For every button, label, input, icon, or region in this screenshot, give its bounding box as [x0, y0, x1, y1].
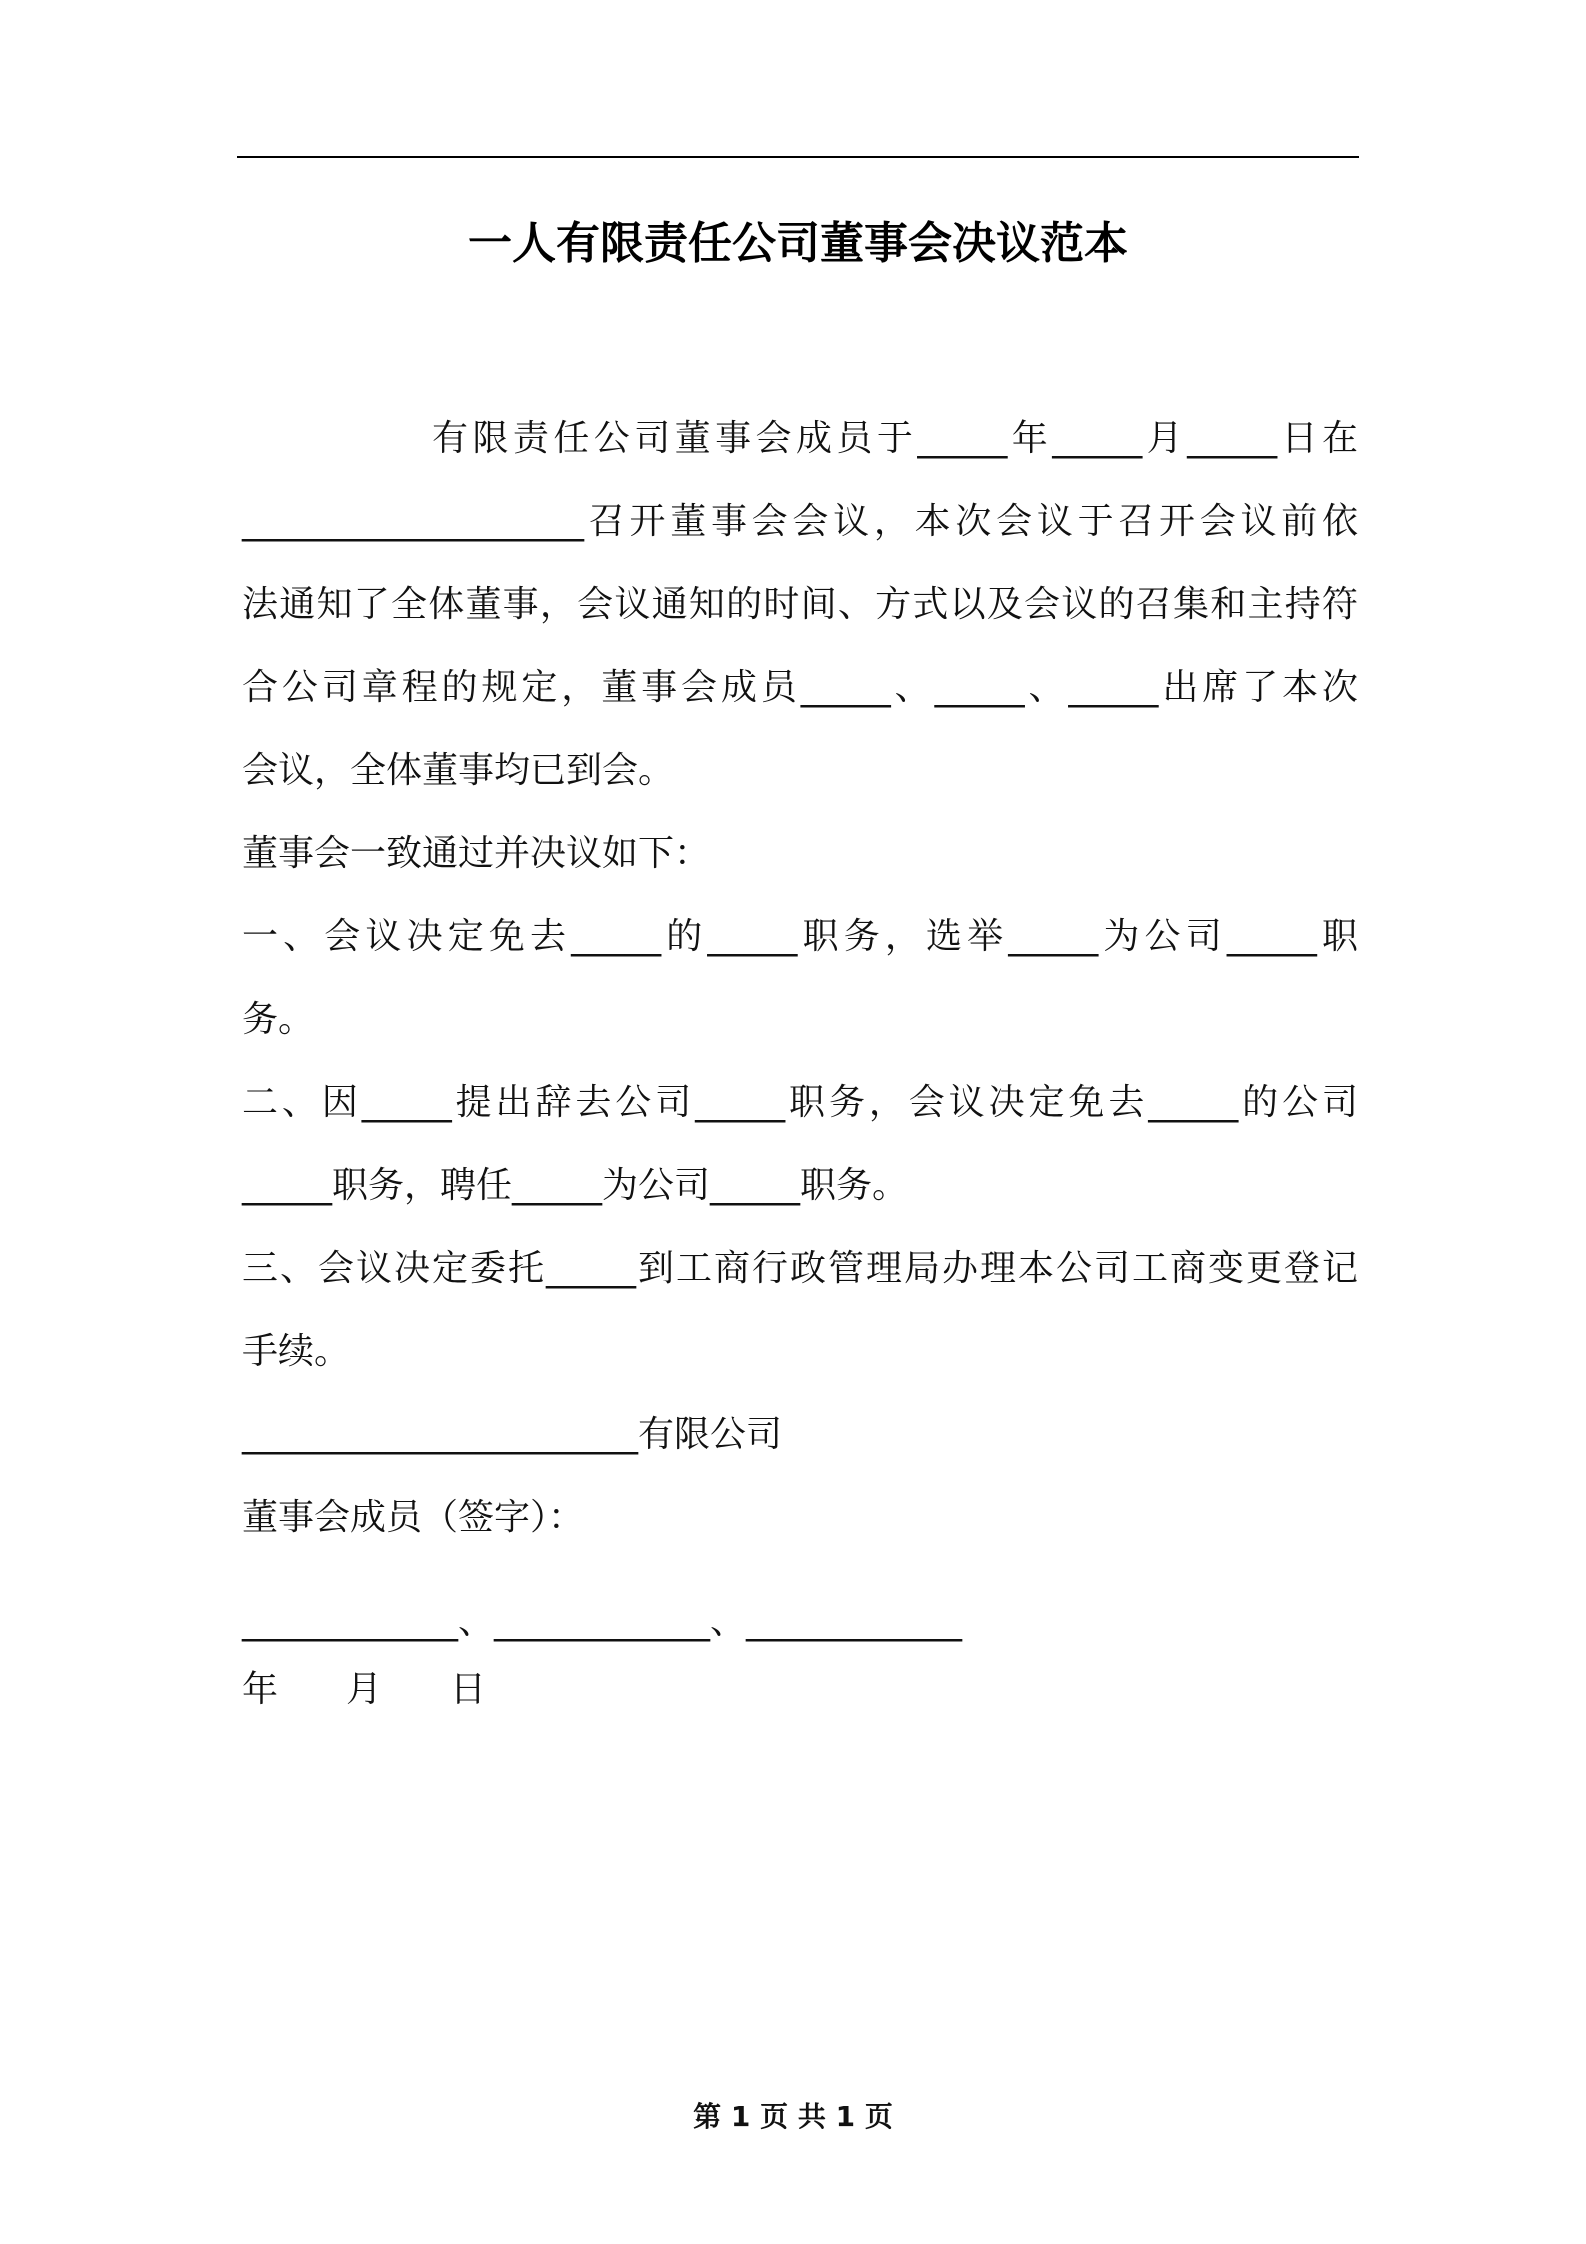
resolution-3-line-1: 三、会议决定委托_____到工商行政管理局办理本公司工商变更登记 — [242, 1248, 1358, 1289]
document-title: 一人有限责任公司董事会决议范本 — [468, 218, 1128, 269]
date-row — [242, 1665, 1358, 1715]
resolution-2-line-1: 二、因_____提出辞去公司_____职务，会议决定免去_____的公司 — [242, 1082, 1358, 1123]
paragraph-line-3: 法通知了全体董事，会议通知的时间、方式以及会议的召集和主持符 — [242, 584, 1358, 625]
resolution-1-line-1: 一、会议决定免去_____的_____职务，选举_____为公司_____职 — [242, 916, 1358, 957]
date-month-label: 月 — [346, 1669, 383, 1710]
paragraph-line-5: 会议，全体董事均已到会。 — [242, 750, 675, 791]
signature-blanks: ____________、____________、____________ — [242, 1601, 962, 1642]
signature-heading: 董事会成员（签字）： — [242, 1497, 585, 1538]
date-day-label: 日 — [450, 1669, 487, 1710]
paragraph-line-2: ___________________召开董事会会议，本次会议于召开会议前依 — [242, 501, 1358, 542]
resolution-2-line-2: _____职务，聘任_____为公司_____职务。 — [242, 1165, 909, 1206]
resolution-1-line-2: 务。 — [242, 999, 315, 1040]
paragraph-line-4: 合公司章程的规定，董事会成员_____、_____、_____出席了本次 — [242, 667, 1358, 708]
paragraph-line-1: 有限责任公司董事会成员于_____年_____月_____日在 — [432, 418, 1358, 459]
page-footer: 第 1 页 共 1 页 — [693, 2100, 893, 2133]
date-year-label: 年 — [242, 1669, 279, 1710]
company-name-line: ______________________有限公司 — [242, 1414, 783, 1455]
resolution-intro: 董事会一致通过并决议如下： — [242, 833, 711, 874]
header-rule — [237, 156, 1359, 158]
resolution-3-line-2: 手续。 — [242, 1331, 351, 1372]
